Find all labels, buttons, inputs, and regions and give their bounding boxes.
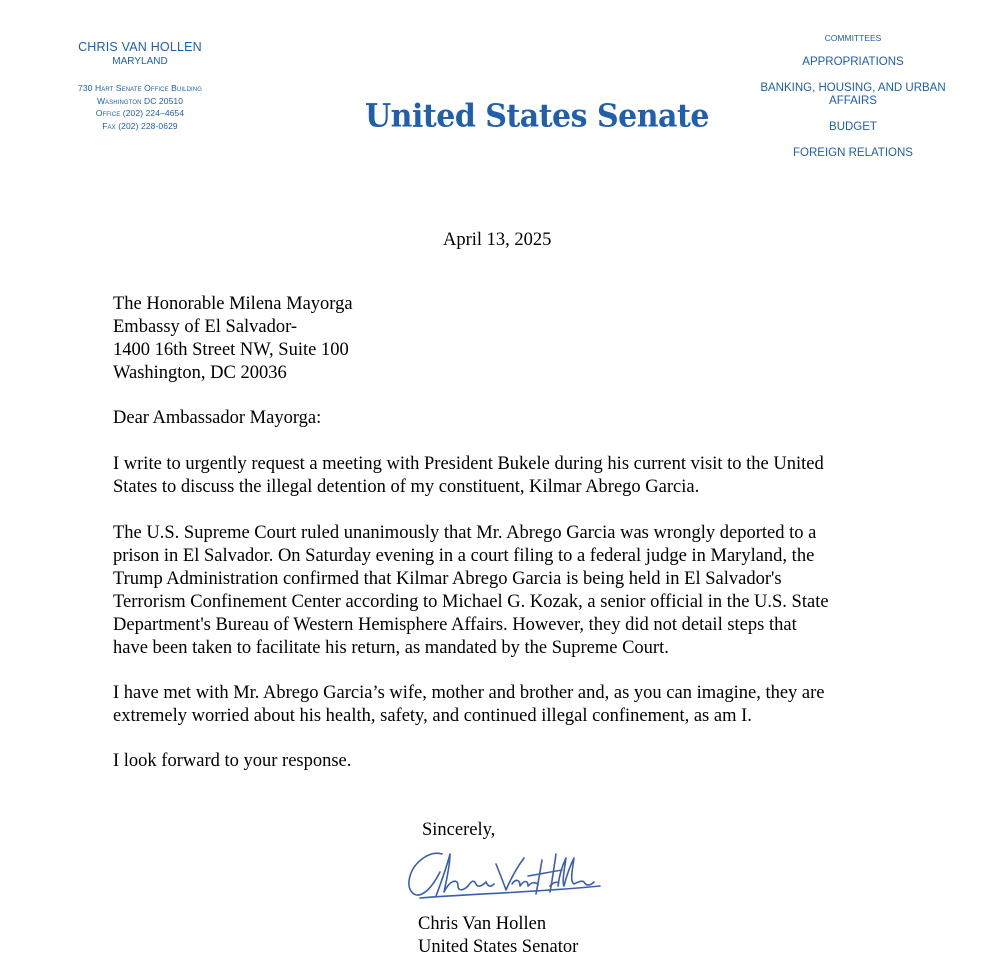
paragraph-line: Terrorism Confinement Center according to Michael G. Kozak, a senior official in the U.S. State [113,592,829,612]
letterhead-senator-name: CHRIS VAN HOLLEN [78,40,202,54]
letterhead-office-phone: Office (202) 224–4654 [95,108,185,118]
committee-item: APPROPRIATIONS [802,56,904,68]
letterhead-office-address: 730 Hart Senate Office Building [78,83,202,93]
closing: Sincerely, [422,820,496,840]
salutation: Dear Ambassador Mayorga: [113,408,322,428]
recipient-line: 1400 16th Street NW, Suite 100 [113,340,349,360]
paragraph-line: have been taken to facilitate his return, as mandated by the Supreme Court. [113,638,669,658]
committees-heading: COMMITTEES [824,33,882,43]
paragraph-line: Department's Bureau of Western Hemisphere Affairs. However, they did not detail steps that [113,615,797,635]
letterhead-state: MARYLAND [112,56,168,67]
committee-item: FOREIGN RELATIONS [793,147,913,159]
committee-item: BANKING, HOUSING, AND URBAN AFFAIRS [760,82,946,107]
letter-date: April 13, 2025 [443,230,552,250]
recipient-line: Embassy of El Salvador- [113,317,298,337]
body-paragraph [113,453,903,499]
paragraph-line: prison in El Salvador. On Saturday evening in a court filing to a federal judge in Maryland, the [113,546,815,566]
paragraph-line: The U.S. Supreme Court ruled unanimously that Mr. Abrego Garcia was wrongly deported to a [113,523,817,543]
recipient-address [113,293,353,385]
paragraph-line: Trump Administration confirmed that Kilmar Abrego Garcia is being held in El Salvador's [113,569,782,589]
committee-item: BUDGET [829,121,877,133]
paragraph-line: I look forward to your response. [113,751,352,771]
body-paragraph [113,682,903,728]
paragraph-line: I have met with Mr. Abrego Garcia’s wife, mother and brother and, as you can imagine, they are [113,683,825,703]
letterhead-fax: Fax (202) 228-0629 [102,120,178,131]
recipient-line: Washington, DC 20036 [113,363,287,383]
recipient-line: The Honorable Milena Mayorga [113,294,353,314]
letterhead-city: Washington DC 20510 [96,95,184,106]
signer-title: United States Senator [418,937,579,957]
paragraph-line: extremely worried about his health, safety, and continued illegal confinement, as am I. [113,706,752,726]
letterhead-title: United States Senate [365,98,709,135]
handwritten-signature [400,840,610,902]
body-paragraph [113,750,903,773]
paragraph-line: States to discuss the illegal detention of my constituent, Kilmar Abrego Garcia. [113,477,700,497]
paragraph-line: I write to urgently request a meeting with President Bukele during his current visit to the United [113,454,824,474]
signer-name: Chris Van Hollen [418,914,547,934]
letterhead-committees-block [760,32,946,173]
body-paragraph [113,522,903,660]
letterhead-sender-block [50,40,230,132]
signer-block [418,913,578,959]
